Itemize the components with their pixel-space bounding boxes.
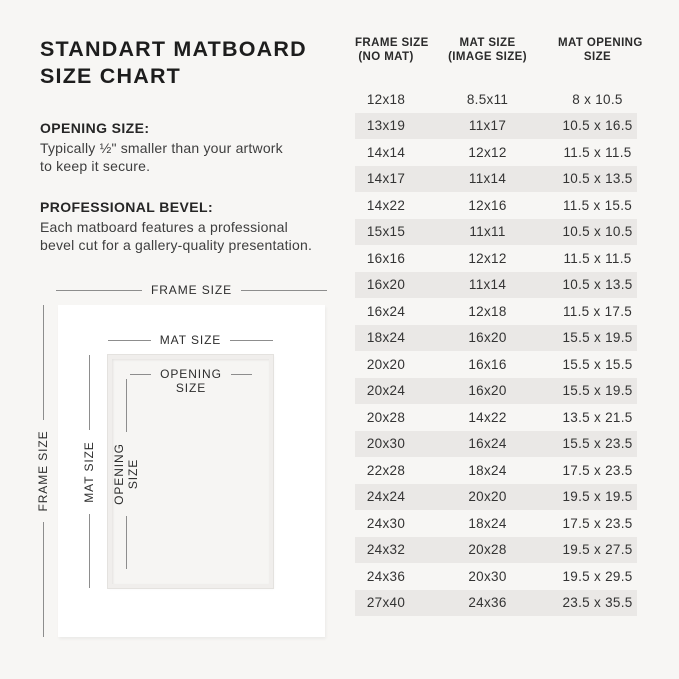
table-cell: 17.5 x 23.5 (562, 462, 633, 478)
header-line: MAT SIZE (459, 37, 516, 49)
page-title (40, 36, 342, 90)
dimension-line (43, 522, 44, 637)
dimension-line (126, 516, 127, 569)
table-cell: 19.5 x 29.5 (562, 568, 633, 584)
dimension-line (43, 305, 44, 420)
table-cell: 20x30 (366, 436, 406, 452)
table-cell: 14x17 (366, 171, 406, 187)
header-mat-size (417, 37, 558, 64)
frame-size-vertical-label-box (35, 429, 51, 513)
table-row (355, 457, 637, 484)
table-cell: 15.5 x 15.5 (562, 356, 633, 372)
table-row (355, 298, 637, 325)
table-cell: 18x24 (366, 330, 406, 346)
table-row (355, 325, 637, 352)
table-cell: 24x24 (366, 489, 406, 505)
opening-size-label-line-1: OPENING (160, 367, 222, 381)
mat-size-label-vertical: MAT SIZE (82, 440, 96, 503)
table-cell: 16x16 (366, 250, 406, 266)
table-row (355, 166, 637, 193)
professional-bevel-heading: PROFESSIONAL BEVEL: (40, 199, 214, 215)
opening-size-vertical-line-2: SIZE (126, 458, 140, 490)
table-cell: 11.5 x 17.5 (562, 303, 633, 319)
table-cell: 11x11 (469, 224, 506, 240)
table-cell: 19.5 x 27.5 (562, 542, 633, 558)
dimension-line (89, 355, 90, 430)
table-cell: 19.5 x 19.5 (562, 489, 633, 505)
opening-size-vertical-label-box (111, 441, 141, 507)
table-cell: 18x24 (468, 515, 507, 531)
table-cell: 15.5 x 19.5 (562, 383, 633, 399)
header-frame-size (355, 37, 429, 64)
table-cell: 20x20 (468, 489, 507, 505)
table-row (355, 563, 637, 590)
table-cell: 20x30 (468, 568, 507, 584)
table-cell: 13.5 x 21.5 (562, 409, 633, 425)
table-cell: 8 x 10.5 (572, 91, 623, 107)
table-cell: 23.5 x 35.5 (562, 595, 633, 611)
table-header (355, 37, 643, 64)
header-line: (IMAGE SIZE) (448, 50, 527, 63)
opening-size-section (40, 120, 342, 175)
size-table-body (355, 86, 637, 616)
frame-size-dimension-left (35, 305, 51, 637)
table-cell: 11x14 (468, 171, 507, 187)
professional-bevel-section (40, 199, 342, 254)
table-cell: 20x20 (366, 356, 406, 372)
mat-size-dimension-left (81, 355, 97, 588)
opening-size-body (40, 140, 342, 175)
table-cell: 24x36 (366, 568, 406, 584)
table-cell: 10.5 x 16.5 (562, 118, 633, 134)
table-cell: 11x17 (468, 118, 507, 134)
table-cell: 16x24 (468, 436, 507, 452)
body-line: to keep it secure. (40, 157, 151, 174)
table-cell: 8.5x11 (466, 91, 509, 107)
table-cell: 12x12 (468, 250, 507, 266)
opening-size-vertical-line-1: OPENING (112, 443, 126, 505)
table-cell: 24x32 (366, 542, 406, 558)
table-row (355, 86, 637, 113)
frame-size-label: FRAME SIZE (151, 283, 233, 297)
table-cell: 24x36 (468, 595, 507, 611)
header-line: SIZE (583, 50, 612, 63)
table-cell: 16x20 (468, 383, 507, 399)
opening-size-dimension-top (130, 367, 252, 395)
table-row (355, 537, 637, 564)
table-row (355, 219, 637, 246)
opening-size-label (160, 367, 222, 395)
body-line: Each matboard features a professional (40, 219, 288, 235)
table-cell: 14x22 (366, 197, 406, 213)
body-line: bevel cut for a gallery-quality presentation. (40, 236, 313, 253)
left-column (40, 36, 342, 278)
frame-size-label-vertical: FRAME SIZE (36, 430, 50, 512)
table-cell: 16x16 (468, 356, 507, 372)
matboard-diagram (34, 283, 334, 648)
table-cell: 15x15 (366, 224, 406, 240)
table-row (355, 404, 637, 431)
dimension-line (231, 374, 252, 375)
opening-size-heading: OPENING SIZE: (40, 120, 150, 136)
dimension-line (126, 379, 127, 432)
table-cell: 16x20 (468, 330, 507, 346)
frame-size-dimension-top (56, 283, 327, 297)
table-cell: 20x28 (366, 409, 406, 425)
table-row (355, 192, 637, 219)
table-cell: 22x28 (366, 462, 406, 478)
header-line: (NO MAT) (358, 50, 414, 63)
table-cell: 10.5 x 10.5 (562, 224, 633, 240)
mat-size-label: MAT SIZE (159, 333, 222, 347)
table-cell: 16x24 (366, 303, 406, 319)
opening-size-label-line-2: SIZE (175, 381, 207, 395)
body-line: Typically ½" smaller than your artwork (40, 140, 283, 156)
opening-size-label-vertical (112, 439, 140, 509)
table-cell: 10.5 x 13.5 (562, 277, 633, 293)
dimension-line (230, 340, 273, 341)
table-cell: 11.5 x 11.5 (563, 144, 632, 160)
table-row (355, 378, 637, 405)
table-row (355, 510, 637, 537)
professional-bevel-body (40, 219, 342, 254)
table-row (355, 139, 637, 166)
table-row (355, 590, 637, 617)
table-row (355, 272, 637, 299)
table-row (355, 484, 637, 511)
dimension-line (89, 514, 90, 589)
opening-size-dimension-left (112, 379, 140, 569)
table-cell: 13x19 (366, 118, 406, 134)
table-cell: 20x28 (468, 542, 507, 558)
dimension-line (56, 290, 142, 291)
table-cell: 27x40 (366, 595, 406, 611)
table-cell: 24x30 (366, 515, 406, 531)
table-cell: 12x12 (468, 144, 507, 160)
table-cell: 12x16 (468, 197, 507, 213)
table-row (355, 245, 637, 272)
table-row (355, 113, 637, 140)
header-line: MAT OPENING (558, 37, 643, 49)
table-cell: 11.5 x 11.5 (563, 250, 632, 266)
table-cell: 12x18 (468, 303, 507, 319)
dimension-line (130, 374, 151, 375)
table-row (355, 431, 637, 458)
table-cell: 18x24 (468, 462, 507, 478)
table-cell: 14x14 (366, 144, 406, 160)
table-cell: 11.5 x 15.5 (562, 197, 633, 213)
table-cell: 15.5 x 19.5 (562, 330, 633, 346)
mat-size-vertical-label-box (81, 439, 97, 505)
table-cell: 17.5 x 23.5 (562, 515, 633, 531)
table-cell: 10.5 x 13.5 (562, 171, 633, 187)
table-cell: 16x20 (366, 277, 406, 293)
title-line-2: SIZE CHART (40, 64, 181, 88)
title-line-1: STANDART MATBOARD (40, 37, 307, 61)
header-line: FRAME SIZE (355, 37, 429, 49)
dimension-line (108, 340, 151, 341)
mat-size-dimension-top (108, 333, 273, 347)
table-cell: 11x14 (468, 277, 507, 293)
table-cell: 20x24 (366, 383, 406, 399)
header-mat-opening-size (558, 37, 643, 64)
size-table (355, 37, 643, 616)
table-cell: 14x22 (468, 409, 507, 425)
table-cell: 15.5 x 23.5 (562, 436, 633, 452)
dimension-line (241, 290, 327, 291)
table-cell: 12x18 (366, 91, 406, 107)
table-row (355, 351, 637, 378)
